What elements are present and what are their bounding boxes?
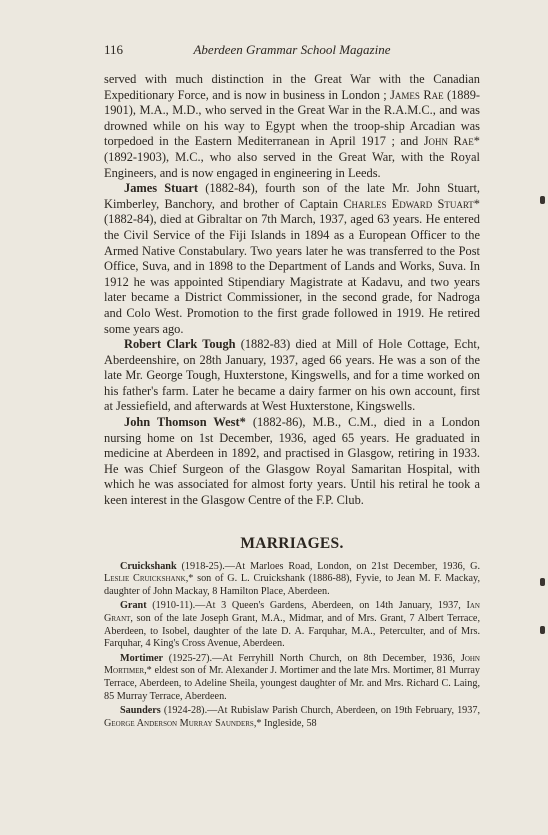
text-run: (1925-27).—At Ferryhill North Church, on 8th December, 1936,	[162, 652, 461, 664]
person-name: Ian Grant,	[104, 600, 480, 624]
text-run: (1918-25).—At Marloes Road, London, on 21st December, 1936, G.	[176, 560, 480, 572]
marriage-entry-grant	[104, 600, 480, 650]
text-run: (1882-84), fourth son of the late Mr. John Stuart, Kimberley, Banchory, and brother of Captain	[104, 181, 480, 211]
text-run: (1882-84), died at Gibraltar on 7th March, 1937, aged 63 years. He entered the Civil Service of the Fiji Islands in 1894 as a European Officer to the Armed Native Constabulary. Two years later he was transferred to the Post Office, Suva, and in 1898 to the Department of Lands and Works, Suva. In 1912 he was appointed Stipendiary Magistrate at Kadavu, and two years later became a District Commissioner, in the second grade, for Nadroga and Colo West. Promotion to the first grade followed in 1919. He retired some years ago.	[104, 212, 480, 336]
marriage-entry-saunders	[104, 705, 480, 730]
person-name: Charles Edward Stuart*	[343, 196, 480, 211]
text-run: (1924-28).—At Rubislaw Parish Church, Aberdeen, on 19th February, 1937,	[160, 705, 480, 717]
marriage-entry-cruickshank	[104, 561, 480, 599]
obituary-robert-clark-tough	[104, 337, 480, 415]
entry-name: Saunders	[120, 705, 161, 717]
marriage-entry-mortimer	[104, 653, 480, 703]
obituary-john-thomson-west	[104, 415, 480, 509]
margin-mark	[540, 578, 545, 586]
section-heading-marriages: MARRIAGES.	[240, 534, 344, 552]
person-name: Leslie Cruickshank,*	[104, 573, 194, 585]
page-header	[104, 42, 480, 60]
entry-name: James Stuart	[124, 181, 198, 196]
text-run: (1892-1903), M.C., who also served in the Great War, with the Royal Engineers, and is now engaged in engineering in Leeds.	[104, 149, 480, 180]
entry-name: Grant	[120, 600, 147, 612]
obituary-james-stuart	[104, 181, 480, 337]
obituary-paragraph	[104, 72, 480, 181]
margin-mark	[540, 626, 545, 634]
margin-mark	[540, 196, 545, 204]
entry-name: Cruickshank	[120, 560, 177, 572]
text-run: served with much distinction in the Great War with the Canadian Expeditionary Force, and is now in business in London ;	[104, 72, 480, 102]
text-run: (1910-11).—At 3 Queen's Gardens, Aberdeen, on 14th January, 1937,	[146, 600, 467, 612]
person-name: John Rae*	[423, 134, 480, 149]
text-run: son of G. L. Cruickshank (1886-88), Fyvie, to Jean M. F. Mackay, daughter of John Mackay, 8 Hamilton Place, Aberdeen.	[104, 573, 480, 597]
text-run: (1882-86), M.B., C.M., died in a London nursing home on 1st December, 1936, aged 65 years. He graduated in medicine at Aberdeen in 1892, and practised in Glasgow, retiring in 1933. He was Chief Surgeon of the Glasgow Royal Samaritan Hospital, with which he was associated for almost forty years. Until his retiral he took a keen interest in the Glasgow Centre of the F.P. Club.	[104, 415, 480, 508]
person-name: James Rae	[390, 87, 444, 102]
person-name: George Anderson Murray Saunders,*	[104, 717, 262, 729]
page-number: 116	[104, 42, 124, 57]
text-run: eldest son of Mr. Alexander J. Mortimer and the late Mrs. Mortimer, 81 Murray Terrace, Aberdeen, to Adeline Sheila, youngest daughter of Mr. and Mrs. Richard C. Laing, 85 Murray Terrace, Aberdeen.	[104, 665, 480, 702]
text-run: (1889-1901), M.A., M.D., who served in the Great War in the R.A.M.C., and was drowned while on his way to Egypt when the troop-ship Arcadian was torpedoed in the Eastern Mediterranean in April 1917 ; and	[104, 87, 481, 149]
text-run: (1882-83) died at Mill of Hole Cottage, Echt, Aberdeenshire, on 28th January, 1937, aged 66 years. He was a son of the late Mr. George Tough, Huxterstone, Kingswells, and for a time worked on his father's farm. Later he became a dairy farmer on his own account, first at Jessiefield, and afterwards at West Huxterstone, Kingswells.	[104, 337, 480, 414]
text-run: son of the late Joseph Grant, M.A., Midmar, and of Mrs. Grant, 7 Albert Terrace, Aberdeen, to Isobel, daughter of the late D. A. Farquhar, M.A., Peterculter, and of Mrs. Farquhar, 4 King's Cross Avenue, Aberdeen.	[104, 613, 480, 650]
entry-name: John Thomson West*	[124, 415, 246, 430]
page-body	[104, 72, 480, 732]
entry-name: Robert Clark Tough	[124, 337, 236, 352]
entry-name: Mortimer	[120, 652, 163, 664]
person-name: John Mortimer,*	[104, 652, 480, 677]
text-run: Ingleside, 58	[261, 717, 317, 729]
running-title: Aberdeen Grammar School Magazine	[193, 42, 391, 57]
